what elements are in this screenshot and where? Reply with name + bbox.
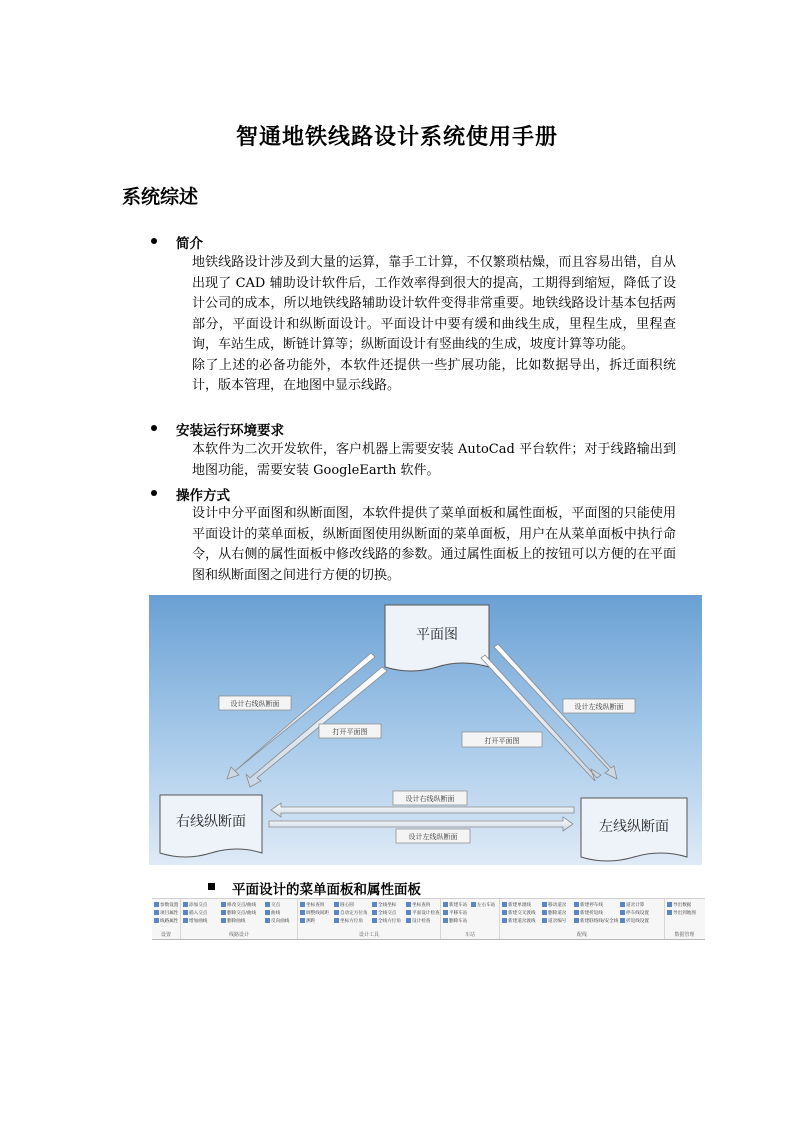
ribbon-button[interactable]: 全线坐标 [372,902,396,909]
btn-design-right-profile [219,696,291,710]
paragraph: 设计中分平面图和纵断面图，本软件提供了菜单面板和属性面板，平面图的只能使用平面设计的菜单面板，纵断面图使用纵断面的菜单面板，用户在从菜单面板中执行命令，从右侧的属性面板中修改线路的参数。通过属性面板上的按钮可以方便的在平面图和纵断面图之间进行方便的切换。 [192,506,676,583]
ribbon-button[interactable]: 坐标方位角 [334,918,363,925]
ribbon-button[interactable]: 删除曲线 [221,918,245,925]
ribbon-button[interactable]: 新建道岔渡线 [502,918,536,925]
plan-node-label: 平面图 [416,627,458,643]
bullet-dot [151,425,157,431]
ribbon-button[interactable]: 折返线设置 [620,918,649,925]
btn-design-right-profile-bottom [393,791,467,805]
ribbon-group-design-tools [298,899,441,939]
ribbon-button[interactable]: 导出数据 [667,902,691,909]
ribbon-group-caption: 数据管理 [674,932,695,938]
ribbon-button[interactable]: 自动定方位角 [334,910,368,917]
right-profile-node-label: 右线纵断面 [176,814,246,830]
ribbon-button[interactable]: 坐标查询 [300,902,324,909]
ribbon-button[interactable]: 左右车站 [471,902,495,909]
paragraph: 除了上述的必备功能外，本软件还提供一些扩展功能，比如数据导出，拆迁面积统计，版本管理，在地图中显示线路。 [192,357,676,393]
ribbon-group-caption: 设置 [160,932,171,938]
ribbon-button[interactable]: 增加曲线 [183,918,207,925]
ribbon-group-caption: 配线 [576,932,587,938]
ribbon-button[interactable]: 删除车站 [443,918,467,925]
ribbon-button[interactable]: 新建单渡线 [502,902,531,909]
svg-text:设计右线纵断面: 设计右线纵断面 [230,700,280,708]
ribbon-group-caption: 设计工具 [358,932,379,938]
item-body-operation [192,504,676,586]
ribbon-button[interactable]: 插入交点 [183,910,207,917]
ribbon-button[interactable]: 调整线间距 [300,910,329,917]
svg-text:设计左线纵断面: 设计左线纵断面 [574,703,624,711]
ribbon-button[interactable]: 平移车站 [443,910,467,917]
ribbon-button[interactable]: 线路属性 [154,918,178,925]
paragraph: 本软件为二次开发软件，客户机器上需要安装 AutoCad 平台软件；对于线路输出到地图功能，需要安装 GoogleEarth 软件。 [192,442,676,478]
ribbon-panel [152,898,705,940]
ribbon-button[interactable]: 新建车站 [443,902,467,909]
ribbon-button[interactable]: 圆心圆 [334,902,354,909]
ribbon-button[interactable]: 删除交点/曲线 [221,910,256,917]
bullet-dot [151,490,157,496]
svg-text:设计左线纵断面: 设计左线纵断面 [408,833,458,841]
ribbon-button[interactable]: 项目属性 [154,910,178,917]
ribbon-button[interactable]: 全线交点 [372,910,396,917]
ribbon-button[interactable]: 测距 [300,918,315,925]
ribbon-button[interactable]: 道岔编号 [542,918,566,925]
btn-design-left-profile-bottom [396,829,470,843]
btn-design-left-profile [563,699,635,713]
ribbon-group-caption: 车站 [464,932,475,938]
svg-text:打开平面图: 打开平面图 [484,737,520,745]
ribbon-button[interactable]: 道岔计算 [620,902,644,909]
ribbon-button[interactable]: 新建停车线 [574,902,603,909]
section-title: 系统综述 [122,186,199,208]
left-profile-node-label: 左线纵断面 [599,819,669,835]
ribbon-button[interactable]: 曲线 [265,910,280,917]
item-body-intro [192,253,676,397]
ribbon-group-station [441,899,500,939]
item-body-environment [192,440,676,481]
ribbon-button[interactable]: 交点 [265,902,280,909]
item-heading-intro: 简介 [176,236,203,252]
document-title: 智通地铁线路设计系统使用手册 [235,124,558,150]
ribbon-group-line-design [181,899,298,939]
ribbon-button[interactable]: 反向曲线 [265,918,289,925]
item-heading-environment: 安装运行环境要求 [176,423,284,439]
btn-open-plan-right [462,732,542,747]
ribbon-group-data [665,899,704,939]
ribbon-group-track [500,899,665,939]
item-heading-operation: 操作方式 [176,488,230,504]
ribbon-group-caption: 线路设计 [228,932,249,938]
ribbon-group-settings [152,899,181,939]
ribbon-button[interactable]: 全线方位角 [372,918,401,925]
ribbon-button[interactable]: 坐标查询 [406,902,430,909]
btn-open-plan-left [319,724,381,738]
ribbon-button[interactable]: 删除道岔 [542,910,566,917]
subheading: 平面设计的菜单面板和属性面板 [232,882,421,898]
ribbon-button[interactable]: 参数设置 [154,902,178,909]
paragraph: 地铁线路设计涉及到大量的运算，靠手工计算，不仅繁琐枯燥，而且容易出错，自从出现了 CAD 辅助设计软件后，工作效率得到很大的提高，工期得到缩短，降低了设计公司的成本，所以地铁线路辅助设计软件变得非常重要。地铁线路设计基本包括两部分，平面设计和纵断面设计。平面设计中要有缓和曲线生成，里程生成，里程查询，车站生成，断链计算等；纵断面设计有竖曲线的生成，坡度计算等功能。 [192,255,676,352]
ribbon-button[interactable]: 新建联络线/安全线 [574,918,618,925]
workflow-diagram [149,595,702,865]
svg-text:设计右线纵断面: 设计右线纵断面 [405,795,455,803]
ribbon-button[interactable]: 修改交点/曲线 [221,902,256,909]
ribbon-button[interactable]: 导出到地图 [667,910,696,917]
square-bullet [208,883,215,890]
ribbon-button[interactable]: 新建折返线 [574,910,603,917]
ribbon-button[interactable]: 添加交点 [183,902,207,909]
ribbon-button[interactable]: 新建交叉渡线 [502,910,536,917]
ribbon-button[interactable]: 平面设计检查 [406,910,440,917]
ribbon-button[interactable]: 设计检查 [406,918,430,925]
ribbon-button[interactable]: 移动道岔 [542,902,566,909]
bullet-dot [151,238,157,244]
svg-text:打开平面图: 打开平面图 [332,728,368,736]
ribbon-button[interactable]: 停车线设置 [620,910,649,917]
